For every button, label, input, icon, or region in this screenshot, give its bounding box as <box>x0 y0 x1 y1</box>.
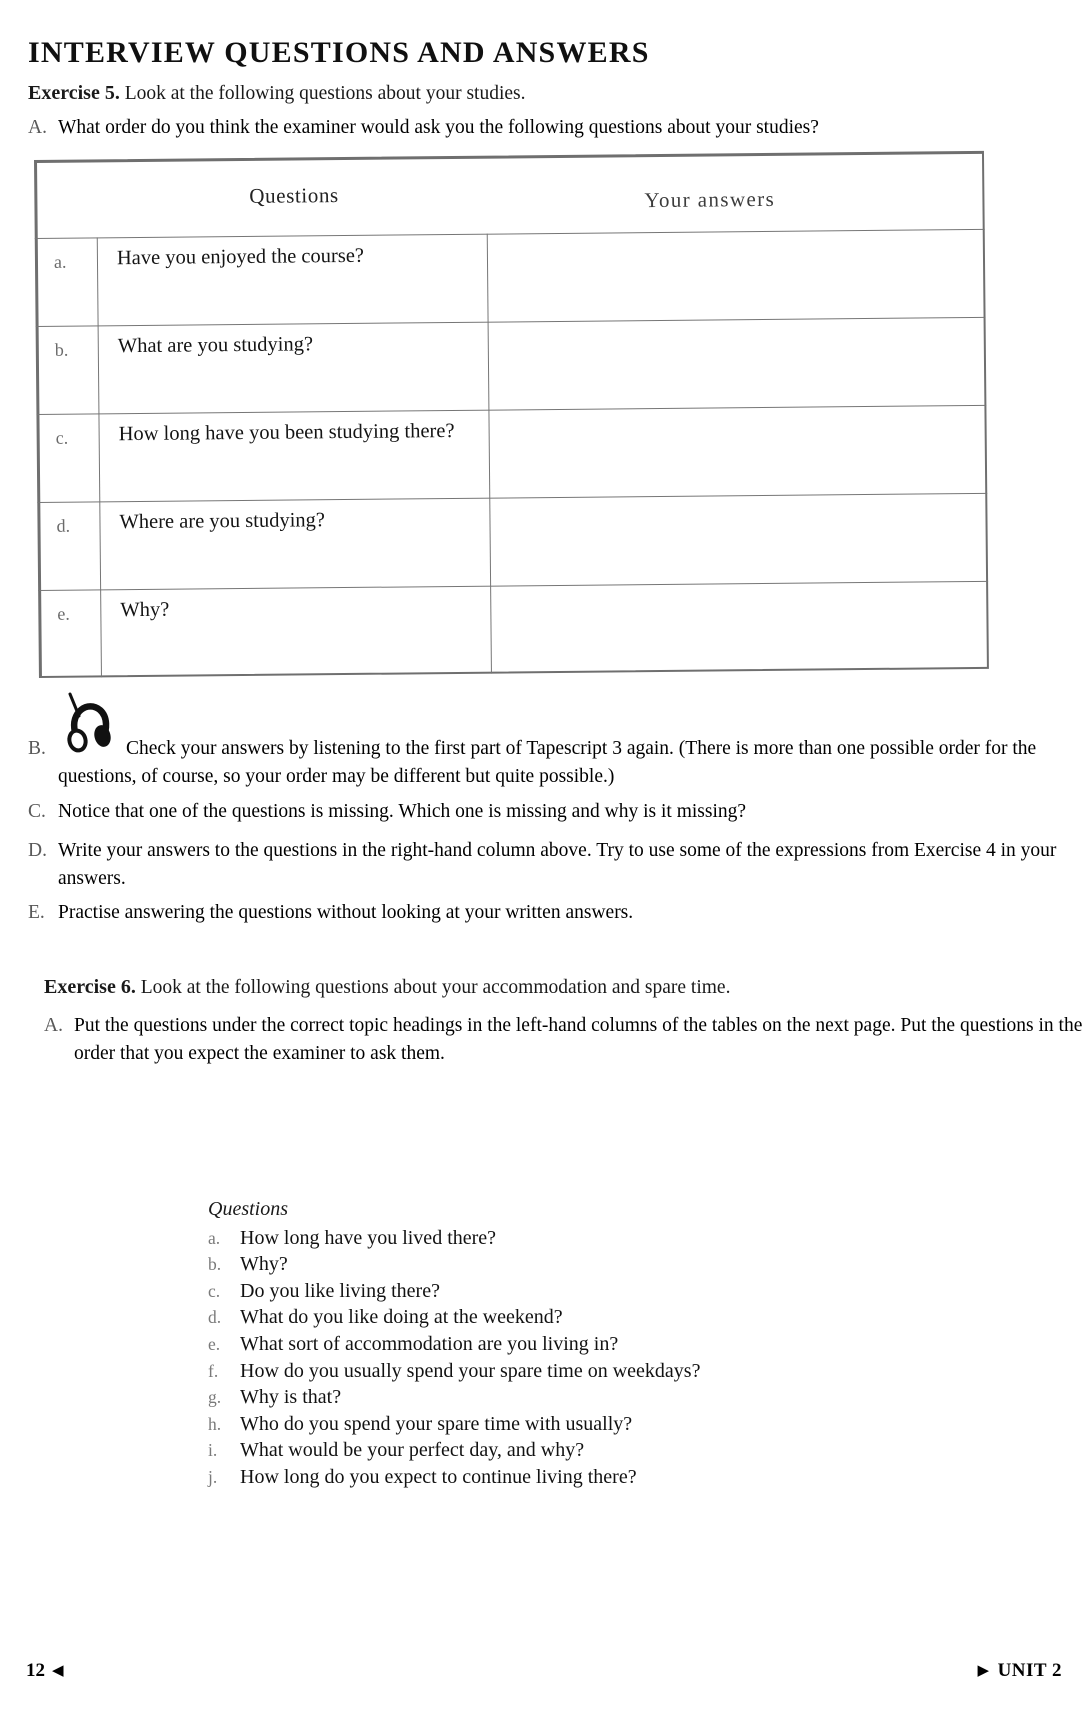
exercise-6-heading <box>44 974 730 1001</box>
item-text-e: Practise answering the questions without looking at your written answers. <box>58 902 634 923</box>
item-text-b: Check your answers by listening to the first part of Tapescript 3 again. (There is more than one possible order for the questions, of course, so your order may be different but quite possible.) <box>58 738 1037 787</box>
table-header-questions: Questions <box>249 183 339 208</box>
item-letter-e: E. <box>28 902 45 923</box>
footer-left <box>26 1660 64 1682</box>
list-item-text: How long have you lived there? <box>240 1226 497 1249</box>
list-item-letter: j. <box>208 1466 218 1487</box>
questions-answers-table <box>34 160 984 680</box>
list-item <box>208 1331 700 1358</box>
page-title: INTERVIEW QUESTIONS AND ANSWERS <box>28 36 650 69</box>
item-text-c: Notice that one of the questions is missing. Which one is missing and why is it missing? <box>58 801 747 822</box>
exercise-6-label: Exercise 6. <box>44 976 136 998</box>
item-letter-b: B. <box>28 738 46 759</box>
table-row-question-a: Have you enjoyed the course? <box>116 244 365 270</box>
table-row-question-e: Why? <box>120 598 170 622</box>
list-item <box>208 1251 700 1278</box>
list-item-text: What would be your perfect day, and why? <box>240 1439 585 1462</box>
item-text-a6: Put the questions under the correct topic headings in the left-hand columns of the tables on the next page. Put the questions in the order that you expect the examiner to ask them. <box>74 1015 1083 1064</box>
list-item <box>208 1304 700 1331</box>
table-row-question-d: Where are you studying? <box>119 509 326 534</box>
list-item-text: How do you usually spend your spare time on weekdays? <box>240 1359 701 1382</box>
previous-page-arrow-icon[interactable]: ◀ <box>52 1662 64 1679</box>
exercise-5-intro: Look at the following questions about your studies. <box>124 83 526 104</box>
next-page-arrow-icon[interactable]: ▶ <box>977 1662 990 1679</box>
list-item-text: Why is that? <box>240 1386 342 1409</box>
list-item <box>208 1225 700 1252</box>
table-row-letter-a: a. <box>53 251 67 272</box>
list-item-letter: e. <box>208 1333 221 1354</box>
item-letter-a: A. <box>28 117 47 138</box>
exercise-5-item-b <box>28 735 1074 791</box>
list-item-letter: b. <box>208 1254 222 1275</box>
item-text-d: Write your answers to the questions in the right-hand column above. Try to use some of the expressions from Exercise 4 in your answers. <box>58 840 1057 889</box>
exercise-5-item-c <box>28 798 1074 826</box>
table-row-question-c: How long have you been studying there? <box>118 419 455 446</box>
list-item-text: Why? <box>240 1253 288 1276</box>
page-number: 12 <box>26 1660 45 1681</box>
list-item-text: What sort of accommodation are you living in? <box>240 1332 619 1355</box>
list-item <box>208 1437 700 1464</box>
table-row-letter-b: b. <box>54 339 69 360</box>
exercise-6-intro: Look at the following questions about your accommodation and spare time. <box>140 977 731 998</box>
list-item-letter: i. <box>208 1440 218 1461</box>
list-item <box>208 1411 700 1438</box>
item-letter-d: D. <box>28 840 47 861</box>
list-item-text: What do you like doing at the weekend? <box>240 1306 563 1329</box>
exercise-5-label: Exercise 5. <box>28 82 120 104</box>
exercise-5-item-d <box>28 837 1074 893</box>
list-item-text: How long do you expect to continue living there? <box>240 1465 637 1488</box>
list-item-letter: a. <box>208 1227 221 1248</box>
list-item-letter: c. <box>208 1280 221 1301</box>
footer-right <box>978 1660 1062 1682</box>
exercise-5-heading <box>28 80 526 107</box>
item-text-a: What order do you think the examiner would ask you the following questions about your studies? <box>58 117 819 138</box>
table-row-letter-e: e. <box>57 603 70 624</box>
exercise-6-item-a <box>44 1012 1084 1068</box>
list-item-letter: h. <box>208 1413 222 1434</box>
list-item-letter: g. <box>208 1387 222 1408</box>
list-item <box>208 1278 700 1305</box>
item-letter-c: C. <box>28 801 46 822</box>
list-item-letter: d. <box>208 1307 222 1328</box>
table-row-question-b: What are you studying? <box>117 333 314 358</box>
exercise-5-item-a <box>28 114 1073 142</box>
list-item <box>208 1464 700 1491</box>
list-item-letter: f. <box>208 1360 219 1381</box>
list-item-text: Do you like living there? <box>240 1279 440 1302</box>
table-row-letter-c: c. <box>55 427 69 448</box>
exercise-5-item-e <box>28 899 1074 927</box>
list-item <box>208 1384 700 1411</box>
item-letter-a6: A. <box>44 1015 63 1036</box>
list-item-text: Who do you spend your spare time with usually? <box>240 1412 633 1435</box>
table-row-letter-d: d. <box>56 515 71 536</box>
unit-label: UNIT 2 <box>997 1660 1062 1681</box>
exercise-6-question-list <box>208 1196 700 1491</box>
table-header-answers: Your answers <box>644 186 776 213</box>
list-item <box>208 1358 700 1385</box>
question-list-heading: Questions <box>208 1198 288 1220</box>
